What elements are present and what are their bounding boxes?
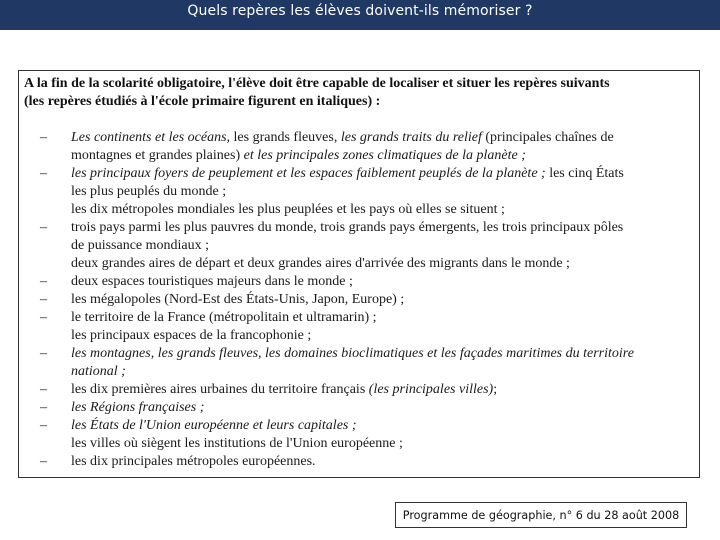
list-line: les mégalopoles (Nord-Est des États-Unis, Japon, Europe) ;: [71, 292, 405, 307]
slide-title-bar: [0, 0, 720, 30]
list-line: deux espaces touristiques majeurs dans le monde ;: [71, 274, 353, 289]
list-dash: –: [40, 400, 47, 415]
list-line: de puissance mondiaux ;: [71, 238, 210, 253]
list-line: les États de l'Union européenne et leurs capitales ;: [71, 418, 357, 433]
list-line: les dix premières aires urbaines du territoire français (les principales villes);: [71, 382, 498, 397]
source-caption-text: Programme de géographie, n° 6 du 28 août 2008: [402, 508, 680, 522]
list-line: les dix métropoles mondiales les plus peuplées et les pays où elles se situent ;: [71, 202, 505, 217]
list-line: les Régions françaises ;: [71, 400, 205, 415]
list-dash: –: [40, 274, 47, 289]
intro-text: [24, 75, 696, 111]
intro-line-2: (les repères étudiés à l'école primaire figurent en italiques) :: [24, 94, 381, 109]
list-line: les dix principales métropoles européennes.: [71, 454, 316, 469]
list-dash: –: [40, 418, 47, 433]
list-dash: –: [40, 220, 47, 235]
list-line: le territoire de la France (métropolitain et ultramarin) ;: [71, 310, 377, 325]
list-line: les principaux foyers de peuplement et les espaces faiblement peuplés de la planète ; les cinq États: [71, 166, 624, 181]
list-dash: –: [40, 166, 47, 181]
list-dash: –: [40, 382, 47, 397]
list-dash: –: [40, 454, 47, 469]
list-line: les montagnes, les grands fleuves, les domaines bioclimatiques et les façades maritimes du territoire: [71, 346, 634, 361]
list-line: les plus peuplés du monde ;: [71, 184, 227, 199]
slide-title: Quels repères les élèves doivent-ils mémoriser ?: [187, 2, 533, 19]
list-line: Les continents et les océans, les grands fleuves, les grands traits du relief (principales chaînes de: [71, 130, 614, 145]
source-caption: [395, 502, 687, 528]
list-dash: –: [40, 310, 47, 325]
document-excerpt: [18, 70, 700, 478]
list-line: les villes où siègent les institutions de l'Union européenne ;: [71, 436, 403, 451]
list-line: montagnes et grandes plaines) et les principales zones climatiques de la planète ;: [71, 148, 526, 163]
intro-line-1: A la fin de la scolarité obligatoire, l'élève doit être capable de localiser et situer les repères suivants: [24, 76, 610, 91]
list-line: trois pays parmi les plus pauvres du monde, trois grands pays émergents, les trois principaux pôles: [71, 220, 624, 235]
list-dash: –: [40, 130, 47, 145]
list-dash: –: [40, 346, 47, 361]
list-line: national ;: [71, 364, 126, 379]
list-dash: –: [40, 292, 47, 307]
list-line: deux grandes aires de départ et deux grandes aires d'arrivée des migrants dans le monde ;: [71, 256, 570, 271]
list-line: les principaux espaces de la francophonie ;: [71, 328, 312, 343]
